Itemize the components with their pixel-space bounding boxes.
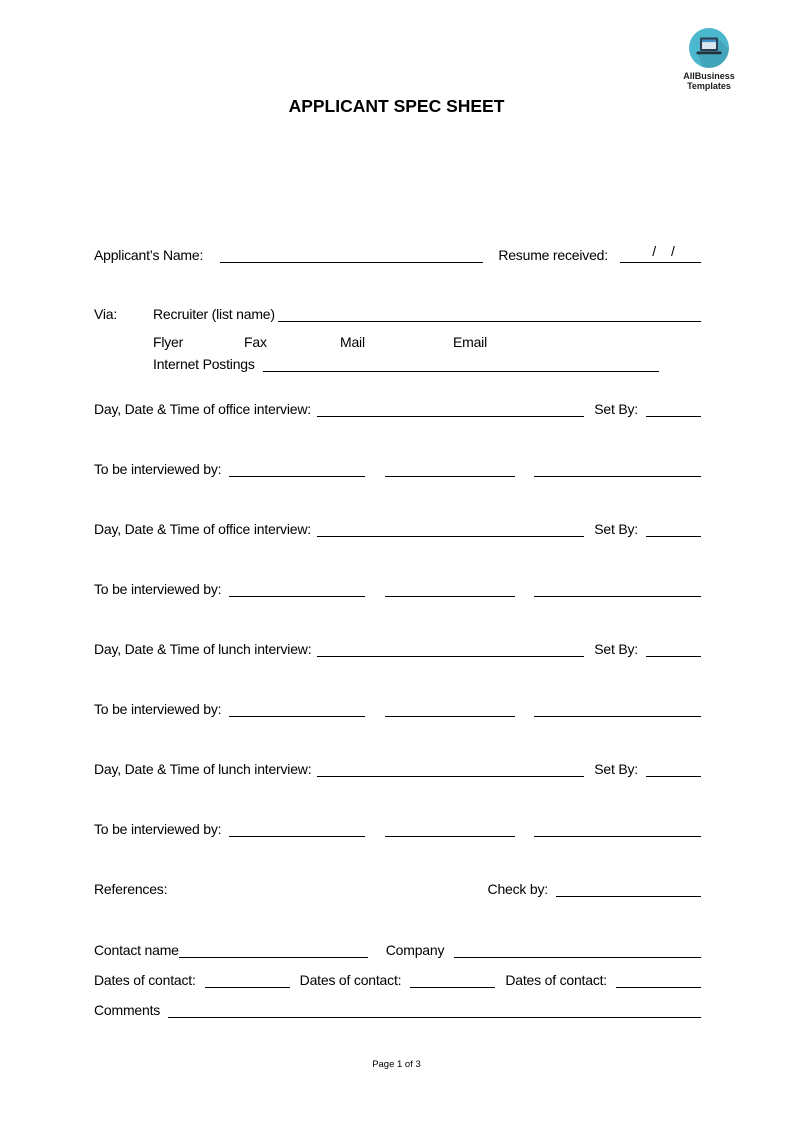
company-label: Company — [385, 942, 445, 958]
comments-field[interactable] — [168, 998, 701, 1018]
interviewer-field-1b[interactable] — [385, 457, 515, 477]
contact-name-field[interactable] — [179, 938, 368, 958]
logo-text-line1: AllBusiness — [683, 71, 735, 81]
recruiter-label: Recruiter (list name) — [153, 306, 275, 322]
set-by-field-4[interactable] — [646, 757, 701, 777]
interview-row-4 — [94, 758, 701, 777]
interviewer-field-3b[interactable] — [385, 697, 515, 717]
interviewer-field-4a[interactable] — [229, 817, 365, 837]
via-recruiter-row — [94, 303, 701, 322]
date-slash: / — [652, 243, 656, 259]
interview-datetime-field-3[interactable] — [317, 637, 584, 657]
interview-label-2: Day, Date & Time of office interview: — [94, 521, 311, 537]
via-options-row — [94, 331, 701, 350]
interviewer-field-4c[interactable] — [534, 817, 701, 837]
set-by-label-3: Set By: — [594, 641, 638, 657]
via-label: Via: — [94, 306, 118, 322]
interview-datetime-field-4[interactable] — [317, 757, 584, 777]
interviewer-field-2c[interactable] — [534, 577, 701, 597]
recruiter-name-field[interactable] — [278, 302, 701, 322]
references-label: References: — [94, 881, 168, 897]
logo — [678, 27, 740, 91]
references-row — [94, 878, 701, 897]
set-by-label-1: Set By: — [594, 401, 638, 417]
interviewers-label-2: To be interviewed by: — [94, 581, 222, 597]
via-option-mail: Mail — [340, 334, 365, 350]
interviewers-row-3 — [94, 698, 701, 717]
via-option-flyer: Flyer — [153, 334, 184, 350]
dates-group-1 — [94, 969, 290, 988]
applicant-name-label: Applicant’s Name: — [94, 247, 204, 263]
set-by-field-3[interactable] — [646, 637, 701, 657]
dates-group-2 — [300, 969, 496, 988]
applicant-row — [94, 244, 701, 263]
set-by-field-2[interactable] — [646, 517, 701, 537]
interviewer-field-2b[interactable] — [385, 577, 515, 597]
dates-of-contact-field-1[interactable] — [205, 968, 290, 988]
interview-label-3: Day, Date & Time of lunch interview: — [94, 641, 312, 657]
page-footer: Page 1 of 3 — [372, 1059, 421, 1070]
interviewer-field-1a[interactable] — [229, 457, 365, 477]
check-by-field[interactable] — [556, 877, 701, 897]
via-option-fax: Fax — [244, 334, 267, 350]
applicant-name-field[interactable] — [220, 243, 483, 263]
interview-datetime-field-1[interactable] — [317, 397, 584, 417]
interviewers-label-3: To be interviewed by: — [94, 701, 222, 717]
resume-received-label: Resume received: — [498, 247, 608, 263]
via-option-email: Email — [453, 334, 488, 350]
logo-text-line2: Templates — [687, 81, 731, 91]
internet-postings-field[interactable] — [263, 352, 659, 372]
dates-of-contact-label-3: Dates of contact: — [505, 972, 607, 988]
interviewers-row-4 — [94, 818, 701, 837]
interview-row-3 — [94, 638, 701, 657]
interviewer-field-3a[interactable] — [229, 697, 365, 717]
interviewers-label-1: To be interviewed by: — [94, 461, 222, 477]
laptop-logo-icon — [688, 27, 730, 69]
interviewers-label-4: To be interviewed by: — [94, 821, 222, 837]
dates-of-contact-label-2: Dates of contact: — [299, 972, 402, 988]
company-field[interactable] — [454, 938, 701, 958]
interview-row-2 — [94, 518, 701, 537]
dates-of-contact-field-2[interactable] — [410, 968, 495, 988]
set-by-label-4: Set By: — [594, 761, 638, 777]
interview-label-1: Day, Date & Time of office interview: — [94, 401, 311, 417]
check-by-label: Check by: — [487, 881, 548, 897]
resume-received-date-field[interactable] — [620, 243, 701, 263]
date-slash: / — [670, 243, 675, 259]
internet-postings-row — [94, 353, 701, 372]
comments-label: Comments — [94, 1002, 161, 1018]
interviewer-field-3c[interactable] — [534, 697, 701, 717]
set-by-label-2: Set By: — [594, 521, 638, 537]
set-by-field-1[interactable] — [646, 397, 701, 417]
dates-of-contact-label-1: Dates of contact: — [94, 972, 196, 988]
interviewer-field-2a[interactable] — [229, 577, 365, 597]
interviewer-field-1c[interactable] — [534, 457, 701, 477]
interviewer-field-4b[interactable] — [385, 817, 515, 837]
interviewers-row-1 — [94, 458, 701, 477]
interview-row-1 — [94, 398, 701, 417]
interviewers-row-2 — [94, 578, 701, 597]
interview-label-4: Day, Date & Time of lunch interview: — [94, 761, 312, 777]
internet-postings-label: Internet Postings — [153, 356, 255, 372]
interview-datetime-field-2[interactable] — [317, 517, 584, 537]
dates-of-contact-field-3[interactable] — [616, 968, 701, 988]
contact-row — [94, 939, 701, 958]
contact-name-label: Contact name — [94, 942, 179, 958]
dates-group-3 — [505, 969, 701, 988]
comments-row — [94, 999, 701, 1018]
page-title: APPLICANT SPEC SHEET — [288, 96, 505, 116]
dates-of-contact-row — [94, 969, 701, 988]
